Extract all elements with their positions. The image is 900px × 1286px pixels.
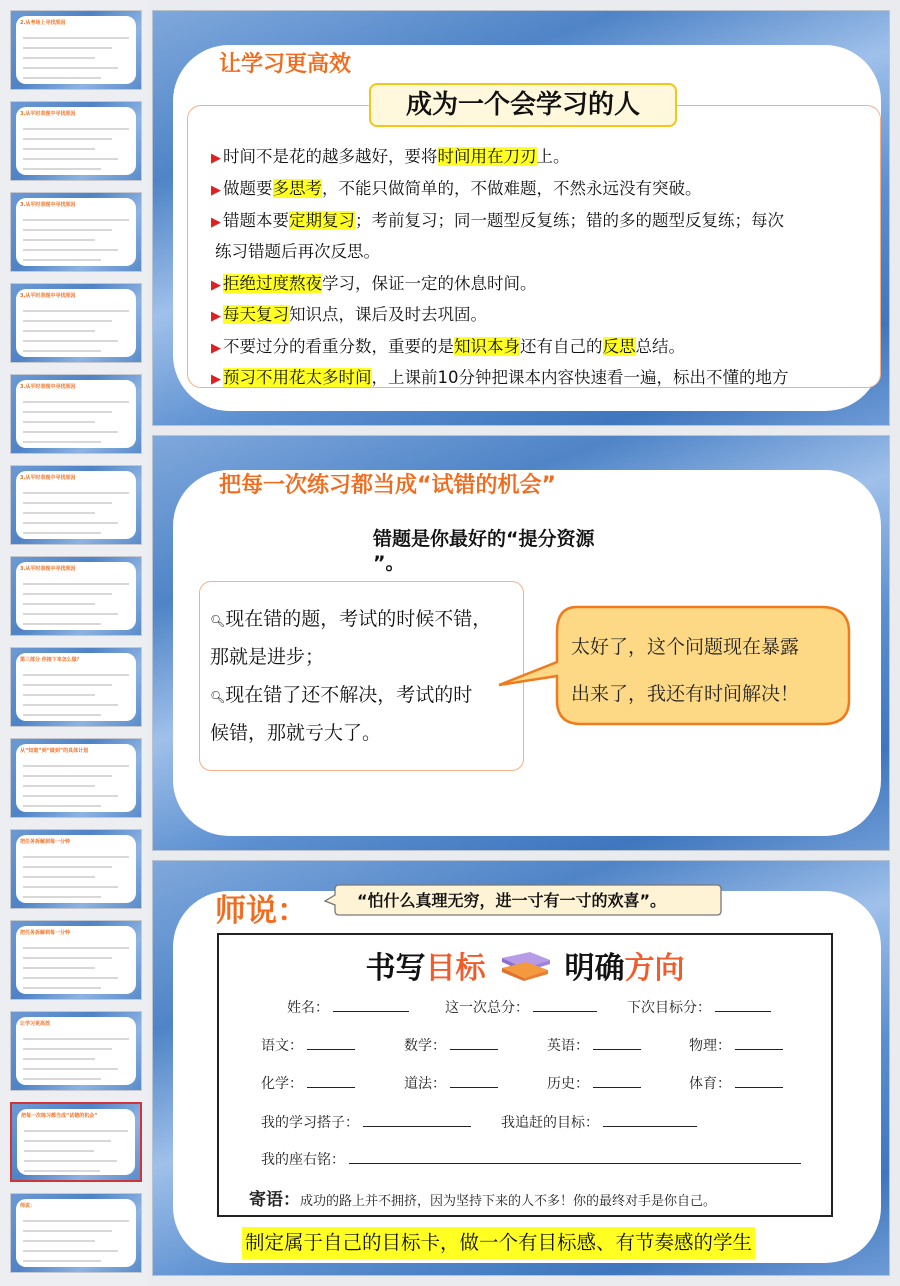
slide-thumbnail[interactable] xyxy=(10,10,142,90)
field-label: 下次目标分： xyxy=(627,1000,711,1016)
field-label: 英语： xyxy=(547,1038,589,1054)
bullet-text: 上。 xyxy=(536,147,570,166)
thumbnail-text-line xyxy=(23,947,129,949)
field-label: 道法： xyxy=(404,1076,446,1092)
thumbnail-text-line xyxy=(23,987,101,989)
thumbnail-text-line xyxy=(23,957,112,959)
bullet-item xyxy=(211,270,537,294)
thumbnail-text-line xyxy=(23,583,129,585)
blank-line[interactable] xyxy=(593,1074,641,1088)
thumbnail-title: 3.从平时表现中寻找原因 xyxy=(20,111,76,117)
blank-line[interactable] xyxy=(307,1036,355,1050)
card-title-part: 书写 xyxy=(365,951,426,986)
bullet-text: 做题要 xyxy=(223,179,273,198)
bullet-text: 学习，保证一定的休息时间。 xyxy=(322,274,537,293)
thumbnail-panel xyxy=(16,562,136,630)
thumbnail-text-line xyxy=(23,229,112,231)
card-title xyxy=(219,943,831,987)
thumbnail-text-line xyxy=(24,1130,128,1132)
thumbnail-text-line xyxy=(23,866,112,868)
form-field xyxy=(689,1035,783,1055)
field-label: 物理： xyxy=(689,1038,731,1054)
thumbnail-text-line xyxy=(23,714,101,716)
highlighted-text: 定期复习 xyxy=(289,211,355,230)
blank-line[interactable] xyxy=(307,1074,355,1088)
left-text-box xyxy=(199,581,524,771)
thumbnail-text-line xyxy=(23,320,112,322)
thumbnail-text-line xyxy=(23,613,118,615)
thumbnail-text-line xyxy=(23,856,129,858)
message xyxy=(249,1185,716,1210)
thumbnail-text-line xyxy=(23,249,118,251)
thumbnail-panel xyxy=(16,289,136,357)
thumbnail-title: 把每一次练习都当成“试错的机会” xyxy=(21,1113,98,1119)
thumbnail-title: 3.从平时表现中寻找原因 xyxy=(20,566,76,572)
field-label: 我的学习搭子： xyxy=(261,1115,359,1131)
thumbnail-panel xyxy=(16,835,136,903)
blank-line[interactable] xyxy=(735,1074,783,1088)
thumbnail-text-line xyxy=(23,1078,101,1080)
bullet-text: 练习错题后再次反思。 xyxy=(215,242,380,261)
field-label: 化学： xyxy=(261,1076,303,1092)
blank-line[interactable] xyxy=(715,998,771,1012)
thumbnail-text-line xyxy=(23,785,95,787)
thumbnail-text-line xyxy=(23,967,95,969)
thumbnail-text-line xyxy=(23,977,118,979)
thumbnail-text-line xyxy=(23,532,101,534)
thumbnail-text-line xyxy=(23,1240,95,1242)
books-icon xyxy=(496,948,554,982)
thumbnail-panel xyxy=(16,653,136,721)
triangle-bullet-icon: ▶ xyxy=(211,372,221,387)
bullet-item xyxy=(215,238,380,262)
thumbnail-text-line xyxy=(23,603,95,605)
thumbnail-text-line xyxy=(23,623,101,625)
bullet-item xyxy=(211,301,487,325)
form-field xyxy=(627,997,771,1017)
thumbnail-text-line xyxy=(23,239,95,241)
thumbnail-text-line xyxy=(23,1048,112,1050)
magnifier-icon: 🔍︎ xyxy=(210,690,226,704)
form-field xyxy=(261,1149,801,1169)
thumbnail-title: 2.从考场上寻找原因 xyxy=(20,20,66,26)
thumbnail-text-line xyxy=(23,502,112,504)
thumbnail-panel xyxy=(16,16,136,84)
slide-title: 师说： xyxy=(215,893,308,929)
slide-thumbnail[interactable] xyxy=(10,192,142,272)
slide-thumbnail[interactable] xyxy=(10,465,142,545)
bullet-text: 知识点，课后及时去巩固。 xyxy=(289,305,487,324)
blank-line[interactable] xyxy=(533,998,597,1012)
thumbnail-panel xyxy=(16,380,136,448)
slide-learn-efficiently[interactable] xyxy=(152,10,890,426)
blank-line[interactable] xyxy=(603,1113,697,1127)
slide-thumbnail[interactable] xyxy=(10,738,142,818)
thumbnail-text-line xyxy=(23,158,118,160)
blank-line[interactable] xyxy=(333,998,409,1012)
triangle-bullet-icon: ▶ xyxy=(211,215,221,230)
slide-thumbnail[interactable] xyxy=(10,556,142,636)
form-field xyxy=(261,1073,355,1093)
bullet-text: 总结。 xyxy=(635,337,685,356)
thumbnail-text-line xyxy=(23,37,129,39)
thumbnail-panel xyxy=(16,198,136,266)
thumbnail-text-line xyxy=(23,1058,95,1060)
goal-card xyxy=(217,933,833,1217)
thumbnail-text-line xyxy=(23,421,95,423)
magnifier-icon: 🔍︎ xyxy=(210,614,226,628)
form-field xyxy=(287,997,409,1017)
thumbnail-panel xyxy=(16,926,136,994)
form-field xyxy=(547,1073,641,1093)
thumbnail-text-line xyxy=(23,522,118,524)
triangle-bullet-icon: ▶ xyxy=(211,341,221,356)
slide-thumbnail[interactable] xyxy=(10,283,142,363)
field-label: 历史： xyxy=(547,1076,589,1092)
thumbnail-panel xyxy=(16,471,136,539)
triangle-bullet-icon: ▶ xyxy=(211,151,221,166)
form-field xyxy=(501,1112,697,1132)
thumbnail-title: 3.从平时表现中寻找原因 xyxy=(20,384,76,390)
thumbnail-panel xyxy=(16,1199,136,1267)
thumbnail-text-line xyxy=(23,259,101,261)
bullet-item xyxy=(211,333,685,357)
thumbnail-text-line xyxy=(23,886,118,888)
highlighted-text: 多思考 xyxy=(272,179,322,198)
thumbnail-text-line xyxy=(23,310,129,312)
slide-thumbnail[interactable] xyxy=(10,1011,142,1091)
thumbnail-text-line xyxy=(23,411,112,413)
thumbnail-text-line xyxy=(23,219,129,221)
bullet-item xyxy=(211,207,784,231)
subtitle-line1: 错题是你最好的“提分资源 xyxy=(373,528,595,550)
form-field xyxy=(404,1073,498,1093)
highlighted-text: 拒绝过度熬夜 xyxy=(223,274,322,293)
field-label: 这一次总分： xyxy=(445,1000,529,1016)
thumbnail-title: 把任务拆解到每一分钟 xyxy=(20,930,71,936)
thumbnail-title: 3.从平时表现中寻找原因 xyxy=(20,475,76,481)
thumbnail-text-line xyxy=(23,704,118,706)
thumbnail-text-line xyxy=(23,330,95,332)
form-field xyxy=(689,1073,783,1093)
thumbnail-panel xyxy=(16,744,136,812)
subtitle-line2: ”。 xyxy=(373,552,405,574)
bullet-item xyxy=(211,364,789,388)
callout-line: 太好了，这个问题现在暴露 xyxy=(571,636,800,658)
thumbnail-text-line xyxy=(23,795,118,797)
thumbnail-text-line xyxy=(24,1160,117,1162)
highlighted-text: 知识本身 xyxy=(454,337,520,356)
thumbnail-text-line xyxy=(23,1230,112,1232)
triangle-bullet-icon: ▶ xyxy=(211,183,221,198)
slide-heading: 成为一个会学习的人 xyxy=(369,83,677,127)
highlighted-text: 每天复习 xyxy=(223,305,289,324)
slide-thumbnail[interactable] xyxy=(10,920,142,1000)
blank-line[interactable] xyxy=(450,1074,498,1088)
thumbnail-text-line xyxy=(23,1038,129,1040)
slide-title: 把每一次练习都当成“试错的机会” xyxy=(219,473,556,498)
bullet-item xyxy=(211,175,702,199)
slide-teacher-says[interactable] xyxy=(152,860,890,1276)
callout-text xyxy=(571,624,799,718)
thumbnail-title: 第三部分 你接下来怎么做？ xyxy=(20,657,82,663)
card-title-part: 方向 xyxy=(624,951,685,986)
thumbnail-title: 让学习更高效 xyxy=(20,1021,51,1027)
line-text: 那就是进步； xyxy=(210,646,325,668)
thumbnail-title: 师说： xyxy=(20,1203,36,1209)
thumbnail-text-line xyxy=(23,1260,101,1262)
thumbnail-text-line xyxy=(23,350,101,352)
slide-thumbnail[interactable] xyxy=(10,829,142,909)
bullet-text: 还有自己的 xyxy=(520,337,603,356)
thumbnail-text-line xyxy=(23,340,118,342)
card-title-part: 目标 xyxy=(425,951,486,986)
thumbnail-text-line xyxy=(23,1250,118,1252)
thumbnail-text-line xyxy=(23,674,129,676)
bottom-banner: 制定属于自己的目标卡，做一个有目标感、有节奏感的学生 xyxy=(242,1227,755,1259)
thumbnail-text-line xyxy=(23,138,112,140)
field-label: 我的座右铭： xyxy=(261,1152,345,1168)
line-text: 现在错的题，考试的时候不错， xyxy=(225,608,492,630)
field-label: 我追赶的目标： xyxy=(501,1115,599,1131)
slide-thumbnail[interactable] xyxy=(10,101,142,181)
thumbnail-text-line xyxy=(24,1170,100,1172)
thumbnail-text-line xyxy=(23,1068,118,1070)
thumbnail-text-line xyxy=(23,876,95,878)
callout-line: 出来了，我还有时间解决！ xyxy=(571,683,800,705)
thumbnail-text-line xyxy=(23,77,101,79)
slide-thumbnail[interactable] xyxy=(10,1102,142,1182)
bullet-text: ；考前复习；同一题型反复练；错的多的题型反复练；每次 xyxy=(355,211,784,230)
highlighted-text: 反思 xyxy=(602,337,636,356)
thumbnail-panel xyxy=(16,107,136,175)
line-text: 候错，那就亏大了。 xyxy=(210,722,382,744)
thumbnail-text-line xyxy=(24,1140,111,1142)
thumbnail-text-line xyxy=(23,492,129,494)
blank-line[interactable] xyxy=(349,1150,801,1164)
highlighted-text: 时间用在刀刃 xyxy=(437,147,537,166)
thumbnail-text-line xyxy=(23,431,118,433)
thumbnail-text-line xyxy=(23,401,129,403)
left-text-line xyxy=(210,604,491,631)
thumbnail-text-line xyxy=(24,1150,94,1152)
thumbnail-text-line xyxy=(23,805,101,807)
thumbnail-text-line xyxy=(23,593,112,595)
blank-line[interactable] xyxy=(363,1113,471,1127)
slide-title: 让学习更高效 xyxy=(219,52,352,77)
thumbnail-text-line xyxy=(23,775,112,777)
field-label: 姓名： xyxy=(287,1000,329,1016)
bullet-text: 时间不是花的越多越好，要将 xyxy=(223,147,438,166)
quote-text: “怕什么真理无穷，进一寸有一寸的欢喜”。 xyxy=(357,891,667,910)
thumbnail-title: 从“知道”到“做到”的具体计划 xyxy=(20,748,89,754)
blank-line[interactable] xyxy=(735,1036,783,1050)
thumbnail-text-line xyxy=(23,896,101,898)
thumbnail-text-line xyxy=(23,57,95,59)
blank-line[interactable] xyxy=(450,1036,498,1050)
slide-thumbnail[interactable] xyxy=(10,647,142,727)
blank-line[interactable] xyxy=(593,1036,641,1050)
slide-thumbnail[interactable] xyxy=(10,1193,142,1273)
thumbnail-title: 把任务拆解到每一分钟 xyxy=(20,839,71,845)
triangle-bullet-icon: ▶ xyxy=(211,309,221,324)
field-label: 体育： xyxy=(689,1076,731,1092)
thumbnail-text-line xyxy=(23,1220,129,1222)
slide-thumbnail-panel[interactable] xyxy=(0,0,148,1286)
slide-trial-and-error[interactable] xyxy=(152,435,890,851)
bullet-text: 错题本要 xyxy=(223,211,289,230)
card-title-part: 明确 xyxy=(564,951,625,986)
thumbnail-text-line xyxy=(23,694,95,696)
field-label: 数学： xyxy=(404,1038,446,1054)
thumbnail-title: 3.从平时表现中寻找原因 xyxy=(20,202,76,208)
highlighted-text: 预习不用花太多时间 xyxy=(223,368,372,387)
message-label: 寄语： xyxy=(249,1190,300,1210)
triangle-bullet-icon: ▶ xyxy=(211,278,221,293)
form-field xyxy=(261,1112,471,1132)
left-text-line xyxy=(210,680,472,707)
thumbnail-text-line xyxy=(23,148,95,150)
message-text: 成功的路上并不拥挤，因为坚持下来的人不多！你的最终对手是你自己。 xyxy=(300,1194,717,1209)
thumbnail-text-line xyxy=(23,67,118,69)
form-field xyxy=(445,997,597,1017)
thumbnail-text-line xyxy=(23,128,129,130)
left-text-line xyxy=(210,642,324,669)
thumbnail-text-line xyxy=(23,168,101,170)
bullet-text: 不要过分的看重分数，重要的是 xyxy=(223,337,454,356)
left-text-line xyxy=(210,718,381,745)
thumbnail-text-line xyxy=(23,47,112,49)
thumbnail-title: 3.从平时表现中寻找原因 xyxy=(20,293,76,299)
line-text: 现在错了还不解决，考试的时 xyxy=(225,684,473,706)
thumbnail-panel xyxy=(16,1017,136,1085)
bullet-text: ，上课前10分钟把课本内容快速看一遍，标出不懂的地方 xyxy=(371,368,789,387)
field-label: 语文： xyxy=(261,1038,303,1054)
thumbnail-text-line xyxy=(23,765,129,767)
form-field xyxy=(261,1035,355,1055)
bullet-item xyxy=(211,143,570,167)
form-field xyxy=(547,1035,641,1055)
bullet-text: ，不能只做简单的，不做难题，不然永远没有突破。 xyxy=(322,179,702,198)
slide-thumbnail[interactable] xyxy=(10,374,142,454)
thumbnail-text-line xyxy=(23,441,101,443)
thumbnail-text-line xyxy=(23,684,112,686)
thumbnail-text-line xyxy=(23,512,95,514)
form-field xyxy=(404,1035,498,1055)
